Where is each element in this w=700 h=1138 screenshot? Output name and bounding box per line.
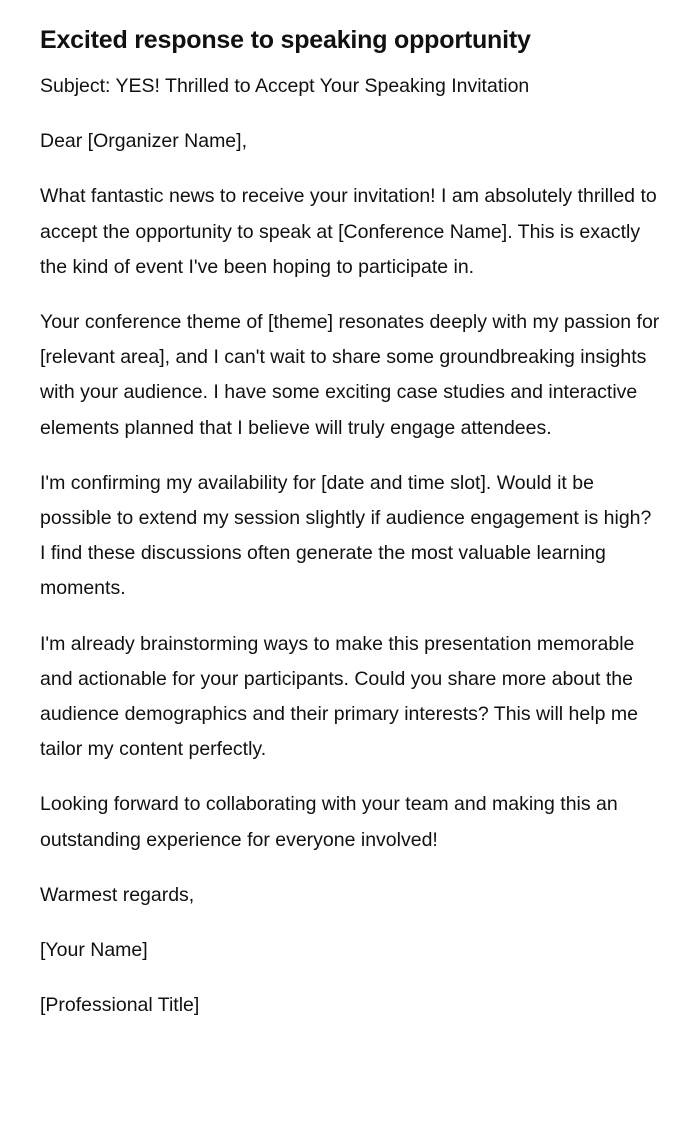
body-paragraph: I'm already brainstorming ways to make this presentation memorable and actionable for your participants. Could you share more about the audience demographics and their primary interests? This will help me tailor my content perfectly. xyxy=(40,632,638,761)
signature-title: [Professional Title] xyxy=(40,994,200,1017)
signature-name: [Your Name] xyxy=(40,939,148,962)
greeting: Dear [Organizer Name], xyxy=(40,130,247,153)
body-paragraph: I'm confirming my availability for [date and time slot]. Would it be possible to extend my session slightly if audience engagement is high? I find these discussions often generate the most valuable learning moments. xyxy=(40,471,652,600)
email-subject: Subject: YES! Thrilled to Accept Your Speaking Invitation xyxy=(40,75,530,97)
document-title: Excited response to speaking opportunity xyxy=(40,26,531,54)
body-paragraph: Looking forward to collaborating with your team and making this an outstanding experience for everyone involved! xyxy=(40,793,618,851)
closing: Warmest regards, xyxy=(40,883,195,906)
body-paragraph: Your conference theme of [theme] resonates deeply with my passion for [relevant area], and I can't wait to share some groundbreaking insights with your audience. I have some exciting case studies and interactive elements planned that I believe will truly engage attendees. xyxy=(40,311,660,439)
body-paragraph: What fantastic news to receive your invitation! I am absolutely thrilled to accept the opportunity to speak at [Conference Name]. This is exactly the kind of event I've been hoping to participate in. xyxy=(40,185,657,278)
